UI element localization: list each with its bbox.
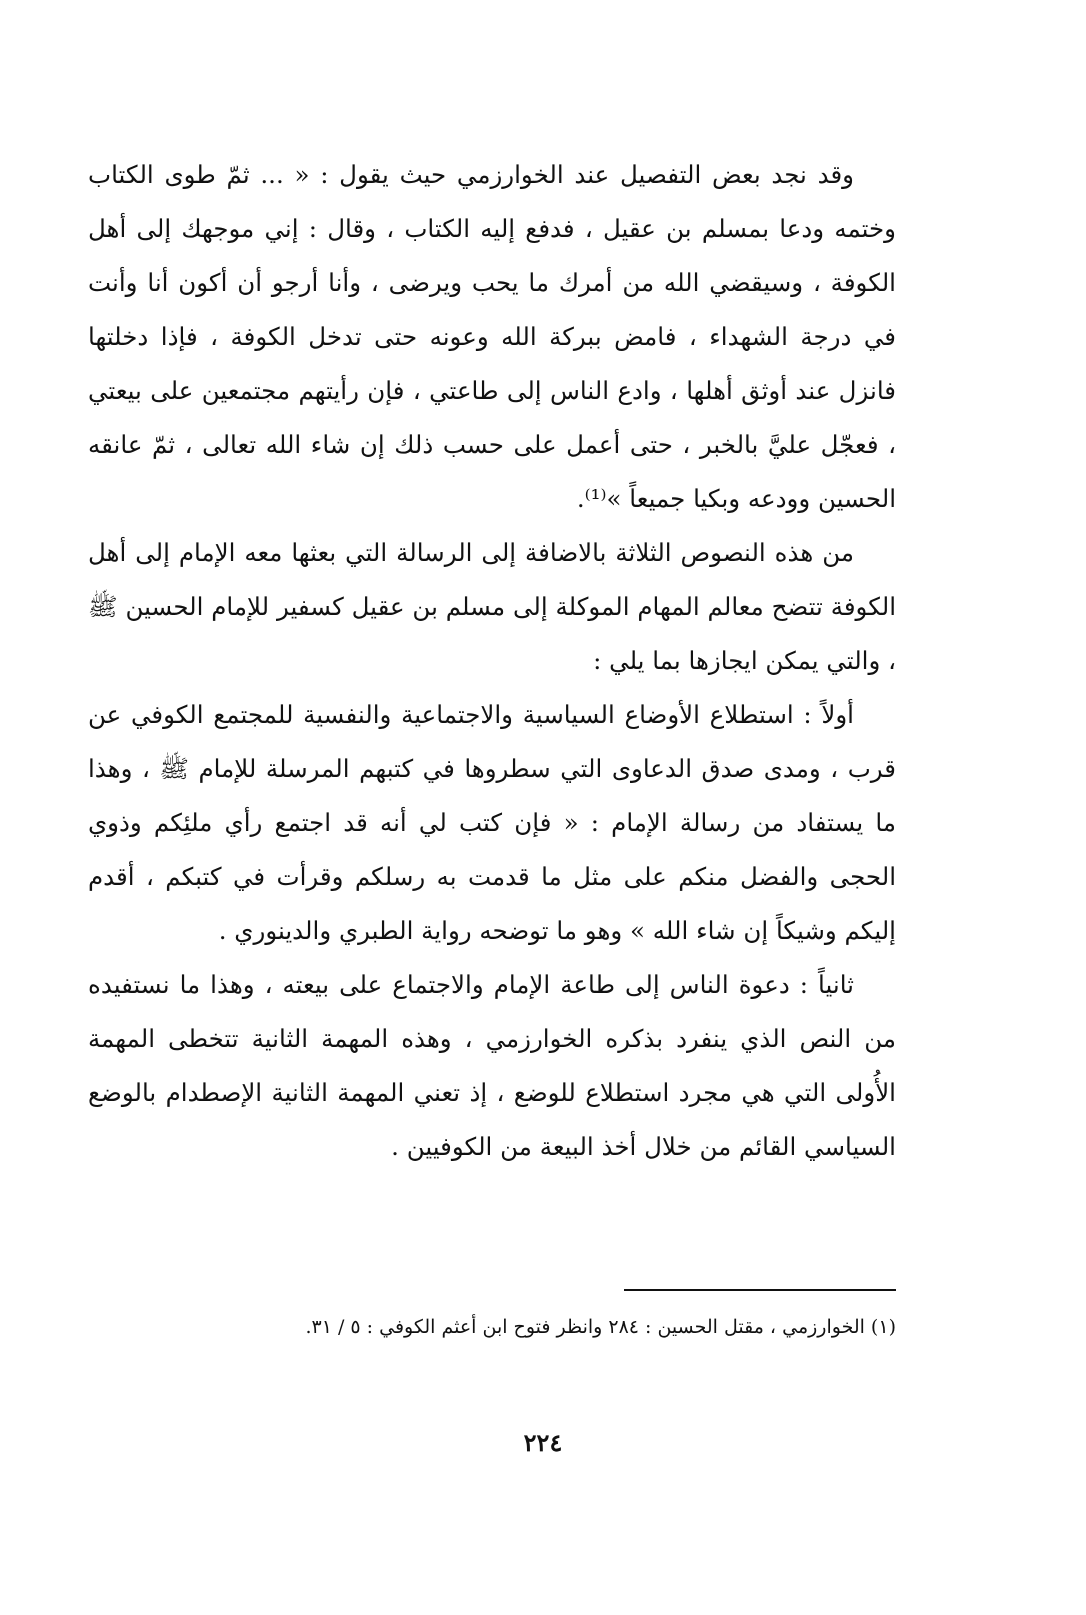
- page-number: ٢٢٤: [523, 1428, 563, 1457]
- main-text: [88, 148, 896, 1174]
- paragraph-second-mission: ثانياً : دعوة الناس إلى طاعة الإمام والاجتماع على بيعته ، وهذا ما نستفيده من النص الذي ينفرد بذكره الخوارزمي ، وهذه المهمة الثانية تتخطى المهمة الأُولى التي هي مجرد استطلاع للوضع ، إذ تعني المهمة الثانية الإصطدام بالوضع السياسي القائم من خلال أخذ البيعة من الكوفيين .: [88, 970, 896, 1161]
- footnote-separator: [624, 1289, 896, 1291]
- paragraph-missions-intro: من هذه النصوص الثلاثة بالاضافة إلى الرسالة التي بعثها معه الإمام إلى أهل الكوفة تتضح معالم المهام الموكلة إلى مسلم بن عقيل كسفير للإمام الحسين ﷺ ، والتي يمكن ايجازها بما يلي :: [88, 538, 896, 675]
- paragraph-khwarizmi-quote: وقد نجد بعض التفصيل عند الخوارزمي حيث يقول : « ... ثمّ طوى الكتاب وختمه ودعا بمسلم بن عقيل ، فدفع إليه الكتاب ، وقال : إني موجهك إلى أهل الكوفة ، وسيقضي الله من أمرك ما يحب ويرضى ، وأنا أرجو أن أكون أنا وأنت في درجة الشهداء ، فامض ببركة الله وعونه حتى تدخل الكوفة ، فإذا دخلتها فانزل عند أوثق أهلها ، وادع الناس إلى طاعتي ، فإن رأيتهم مجتمعين على بيعتي ، فعجّل عليَّ بالخبر ، حتى أعمل على حسب ذلك إن شاء الله تعالى ، ثمّ عانقه الحسين وودعه وبكيا جميعاً »⁽¹⁾.: [88, 160, 896, 513]
- footnote: (١) الخوارزمي ، مقتل الحسين : ٢٨٤ وانظر فتوح ابن أعثم الكوفي : ٥ / ٣١.: [305, 1316, 896, 1338]
- paragraph-first-mission: أولاً : استطلاع الأوضاع السياسية والاجتماعية والنفسية للمجتمع الكوفي عن قرب ، ومدى صدق الدعاوى التي سطروها في كتبهم المرسلة للإمام ﷺ ، وهذا ما يستفاد من رسالة الإمام : « فإن كتب لي أنه قد اجتمع رأي ملئِكم وذوي الحجى والفضل منكم على مثل ما قدمت به رسلكم وقرأت في كتبكم ، أقدم إليكم وشيكاً إن شاء الله » وهو ما توضحه رواية الطبري والدينوري .: [88, 700, 896, 945]
